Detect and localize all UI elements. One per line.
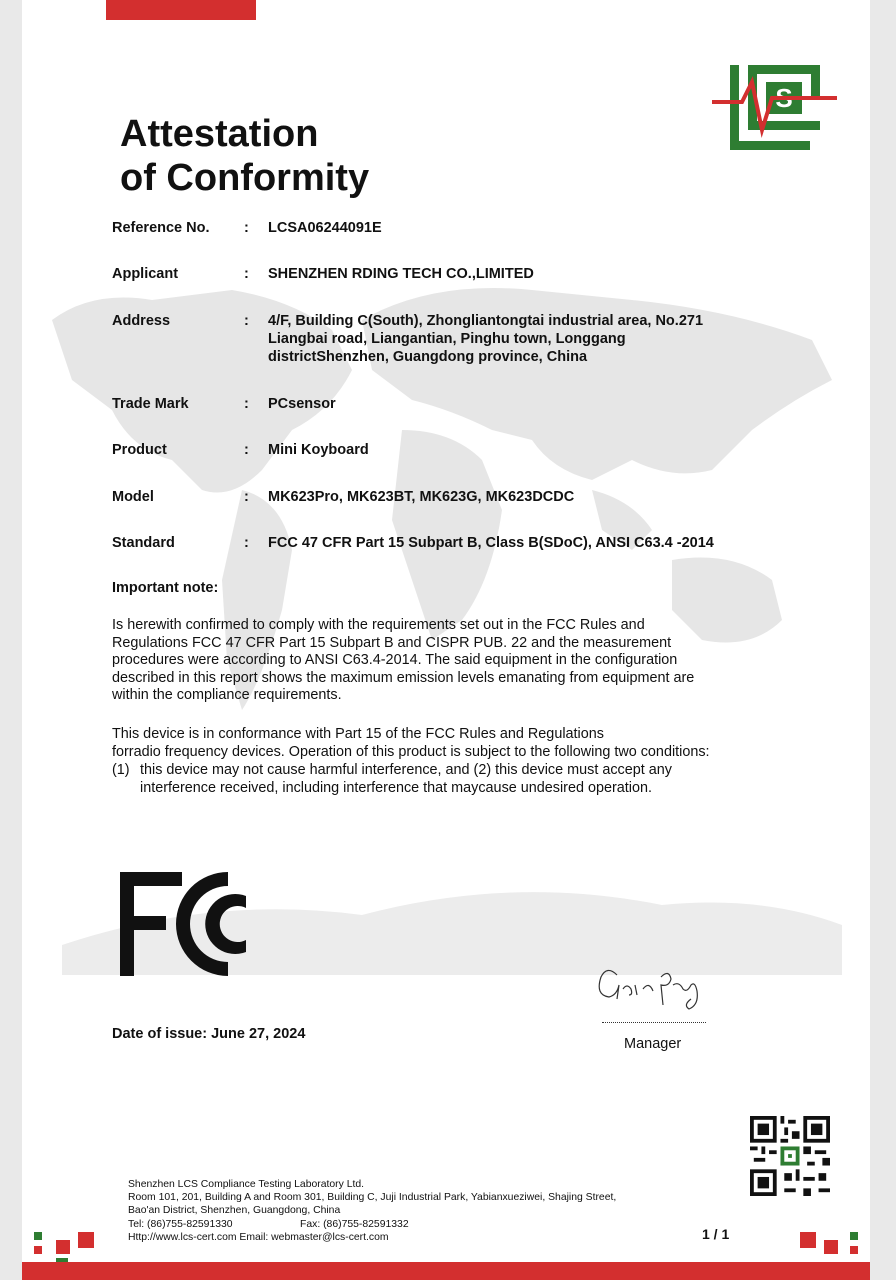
field-colon: : bbox=[244, 266, 249, 282]
signature-line bbox=[602, 1022, 706, 1023]
field-colon: : bbox=[244, 442, 249, 458]
address-line: Liangbai road, Liangantian, Pinghu town, Longgang bbox=[268, 331, 626, 347]
field-label: Reference No. bbox=[112, 220, 210, 236]
certificate-page bbox=[22, 0, 870, 1280]
field-label: Standard bbox=[112, 535, 175, 551]
fcc-logo bbox=[118, 868, 268, 980]
address-line: 4/F, Building C(South), Zhongliantongtai industrial area, No.271 bbox=[268, 313, 704, 329]
condition-number: (1) bbox=[112, 762, 130, 778]
bottom-accent-bar bbox=[22, 1262, 870, 1280]
note-paragraph-1 bbox=[112, 617, 782, 705]
svg-text:S: S bbox=[775, 83, 793, 113]
lab-name: Shenzhen LCS Compliance Testing Laboratory Ltd. bbox=[128, 1179, 365, 1190]
signatory-title: Manager bbox=[624, 1036, 682, 1052]
address-line: districtShenzhen, Guangdong province, China bbox=[268, 349, 588, 365]
field-colon: : bbox=[244, 535, 249, 551]
lab-fax: Fax: (86)755-82591332 bbox=[300, 1218, 409, 1230]
manager-signature bbox=[587, 955, 727, 1025]
condition-line: interference received, including interference that maycause undesired operation. bbox=[140, 779, 652, 796]
field-label: Trade Mark bbox=[112, 396, 189, 412]
field-value: MK623Pro, MK623BT, MK623G, MK623DCDC bbox=[268, 489, 575, 505]
field-value: SHENZHEN RDING TECH CO.,LIMITED bbox=[268, 266, 534, 282]
field-colon: : bbox=[244, 489, 249, 505]
title-line-1: Attestation bbox=[120, 113, 319, 155]
field-colon: : bbox=[244, 396, 249, 412]
field-value-multiline bbox=[268, 312, 788, 366]
condition-text bbox=[140, 762, 780, 797]
document-title bbox=[120, 112, 369, 200]
field-value: PCsensor bbox=[268, 396, 336, 412]
lab-address-line: Bao'an District, Shenzhen, Guangdong, China bbox=[128, 1205, 341, 1217]
field-colon: : bbox=[244, 313, 249, 329]
field-colon: : bbox=[244, 220, 249, 236]
field-value: FCC 47 CFR Part 15 Subpart B, Class B(SDoC), ANSI C63.4 -2014 bbox=[268, 535, 714, 551]
lab-address-line: Room 101, 201, Building A and Room 301, Building C, Juji Industrial Park, Yabianxueziwei, Shajing Street, bbox=[128, 1192, 617, 1204]
lcs-logo bbox=[712, 60, 837, 155]
lab-tel: Tel: (86)755-82591330 bbox=[128, 1218, 233, 1230]
note-line: Is herewith confirmed to comply with the requirements set out in the FCC Rules and bbox=[112, 617, 645, 633]
qr-code bbox=[750, 1116, 830, 1196]
title-line-2: of Conformity bbox=[120, 157, 370, 199]
important-note-heading: Important note: bbox=[112, 580, 219, 596]
lab-web-email: Http://www.lcs-cert.com Email: webmaster@lcs-cert.com bbox=[128, 1231, 389, 1243]
top-accent-bar bbox=[106, 0, 256, 20]
lab-footer bbox=[128, 1178, 728, 1244]
note-line: This device is in conformance with Part 15 of the FCC Rules and Regulations bbox=[112, 726, 604, 742]
field-label: Model bbox=[112, 489, 154, 505]
note-line: described in this report shows the maximum emission levels emanating from equipment are bbox=[112, 669, 695, 686]
condition-line: this device may not cause harmful interference, and (2) this device must accept any bbox=[140, 762, 672, 778]
note-line: forradio frequency devices. Operation of this product is subject to the following two conditions: bbox=[112, 743, 710, 760]
field-value: Mini Koyboard bbox=[268, 442, 369, 458]
note-line: procedures were according to ANSI C63.4-2014. The said equipment in the configuration bbox=[112, 652, 678, 669]
note-line: Regulations FCC 47 CFR Part 15 Subpart B and CISPR PUB. 22 and the measurement bbox=[112, 634, 672, 651]
field-label: Address bbox=[112, 313, 171, 329]
page-number: 1 / 1 bbox=[702, 1226, 730, 1242]
field-value: LCSA06244091E bbox=[268, 220, 382, 236]
note-paragraph-2 bbox=[112, 726, 802, 761]
field-label: Applicant bbox=[112, 266, 179, 282]
field-label: Product bbox=[112, 442, 167, 458]
lab-phone-fax bbox=[128, 1218, 728, 1231]
note-line: within the compliance requirements. bbox=[112, 687, 342, 704]
date-of-issue: Date of issue: June 27, 2024 bbox=[112, 1026, 306, 1042]
